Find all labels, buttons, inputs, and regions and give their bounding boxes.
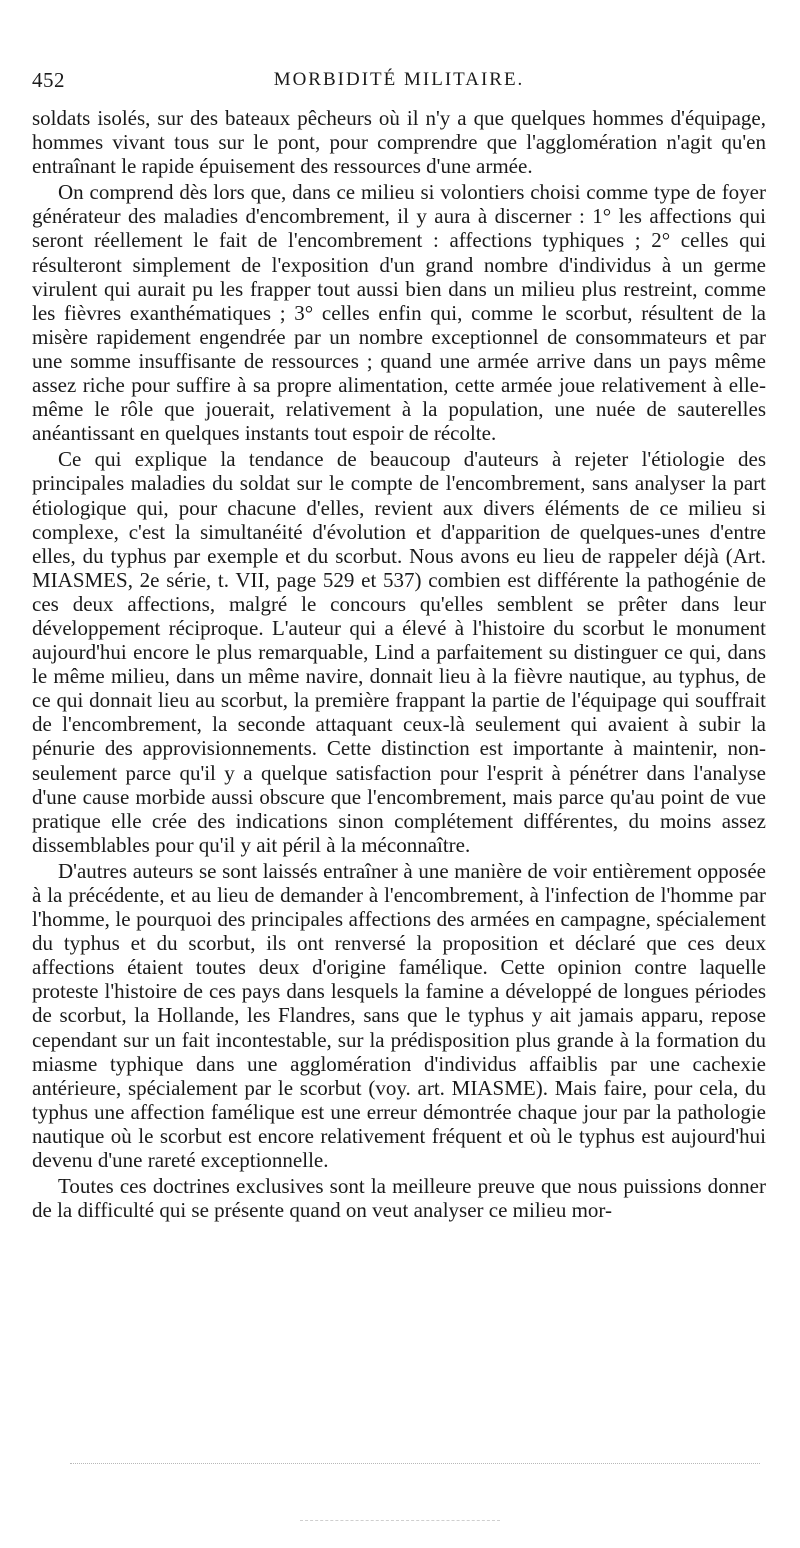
- paragraph-4: D'autres auteurs se sont laissés entraîner à une manière de voir entièrement opposée à la précédente, et au lieu de demander à l'encombrement, à l'infection de l'homme par l'homme, le pourquoi des principales affections des armées en campagne, spécialement du typhus et du scorbut, ils ont renversé la proposition et déclaré que ces deux affections étaient toutes deux d'origine famélique. Cette opinion contre laquelle proteste l'histoire de ces pays dans lesquels la famine a développé de longues périodes de scorbut, la Hollande, les Flandres, sans que le typhus y ait jamais apparu, repose cependant sur un fait incontestable, sur la prédisposition plus grande à la formation du miasme typhique dans une agglomération d'individus affaiblis par une cachexie antérieure, spécialement par le scorbut (voy. art. MIASME). Mais faire, pour cela, du typhus une affection famélique est une erreur démontrée chaque jour par la pathologie nautique où le scorbut est encore relativement fréquent et où le typhus est aujourd'hui devenu d'une rareté exceptionnelle.: [32, 858, 766, 1173]
- paragraph-5: Toutes ces doctrines exclusives sont la meilleure preuve que nous puissions donner de la difficulté qui se présente quand on veut analyser ce milieu mor-: [32, 1174, 766, 1223]
- page-header: [32, 68, 766, 98]
- paragraph-2: On comprend dès lors que, dans ce milieu si volontiers choisi comme type de foyer générateur des maladies d'encombrement, il y aura à discerner : 1° les affections qui seront réellement le fait de l'encombrement : affections typhiques ; 2° celles qui résulteront simplement de l'exposition d'un grand nombre d'individus à un germe virulent qui aurait pu les frapper tout aussi bien dans un milieu plus restreint, comme les fièvres exanthématiques ; 3° celles enfin qui, comme le scorbut, résultent de la misère rapidement engendrée par un nombre exceptionnel de consommateurs et par une somme insuffisante de ressources ; quand une armée arrive dans un pays même assez riche pour suffire à sa propre alimentation, cette armée joue relativement à elle-même le rôle que jouerait, relativement à la population, une nuée de sauterelles anéantissant en quelques instants tout espoir de récolte.: [32, 180, 766, 446]
- print-artifact-line-lower: [300, 1520, 500, 1521]
- paragraph-3: Ce qui explique la tendance de beaucoup d'auteurs à rejeter l'étiologie des principales maladies du soldat sur le compte de l'encombrement, sans analyser la part étiologique qui, pour chacune d'elles, revient aux divers éléments de ce milieu si complexe, c'est la simultanéité d'évolution et d'apparition de quelques-unes d'entre elles, du typhus par exemple et du scorbut. Nous avons eu lieu de rappeler déjà (Art. MIASMES, 2e série, t. VII, page 529 et 537) combien est différente la pathogénie de ces deux affections, malgré le concours qu'elles semblent se prêter dans leur développement réciproque. L'auteur qui a élevé à l'histoire du scorbut le monument aujourd'hui encore le plus remarquable, Lind a parfaitement su distinguer ce qui, dans le même milieu, dans un même navire, donnait lieu à la fièvre nautique, au typhus, de ce qui donnait lieu au scorbut, la première frappant la partie de l'équipage qui souffrait de l'encombrement, la seconde attaquant ceux-là seulement qui avaient à subir la pénurie des approvisionnements. Cette distinction est importante à maintenir, non-seulement parce qu'il y a quelque satisfaction pour l'esprit à pénétrer dans l'analyse d'une cause morbide aussi obscure que l'encombrement, mais parce qu'au point de vue pratique elle crée des indications sinon complétement différentes, du moins assez dissemblables pour qu'il y ait péril à la méconnaître.: [32, 447, 766, 857]
- page-number: 452: [32, 68, 65, 92]
- running-head: MORBIDITÉ MILITAIRE.: [273, 69, 525, 90]
- print-artifact-line: [70, 1463, 760, 1464]
- paragraph-1: soldats isolés, sur des bateaux pêcheurs où il n'y a que quelques hommes d'équipage, hommes vivant tous sur le pont, pour comprendre que l'agglomération n'agit qu'en entraînant le rapide épuisement des ressources d'une armée.: [32, 106, 766, 179]
- body-text: [32, 106, 766, 1222]
